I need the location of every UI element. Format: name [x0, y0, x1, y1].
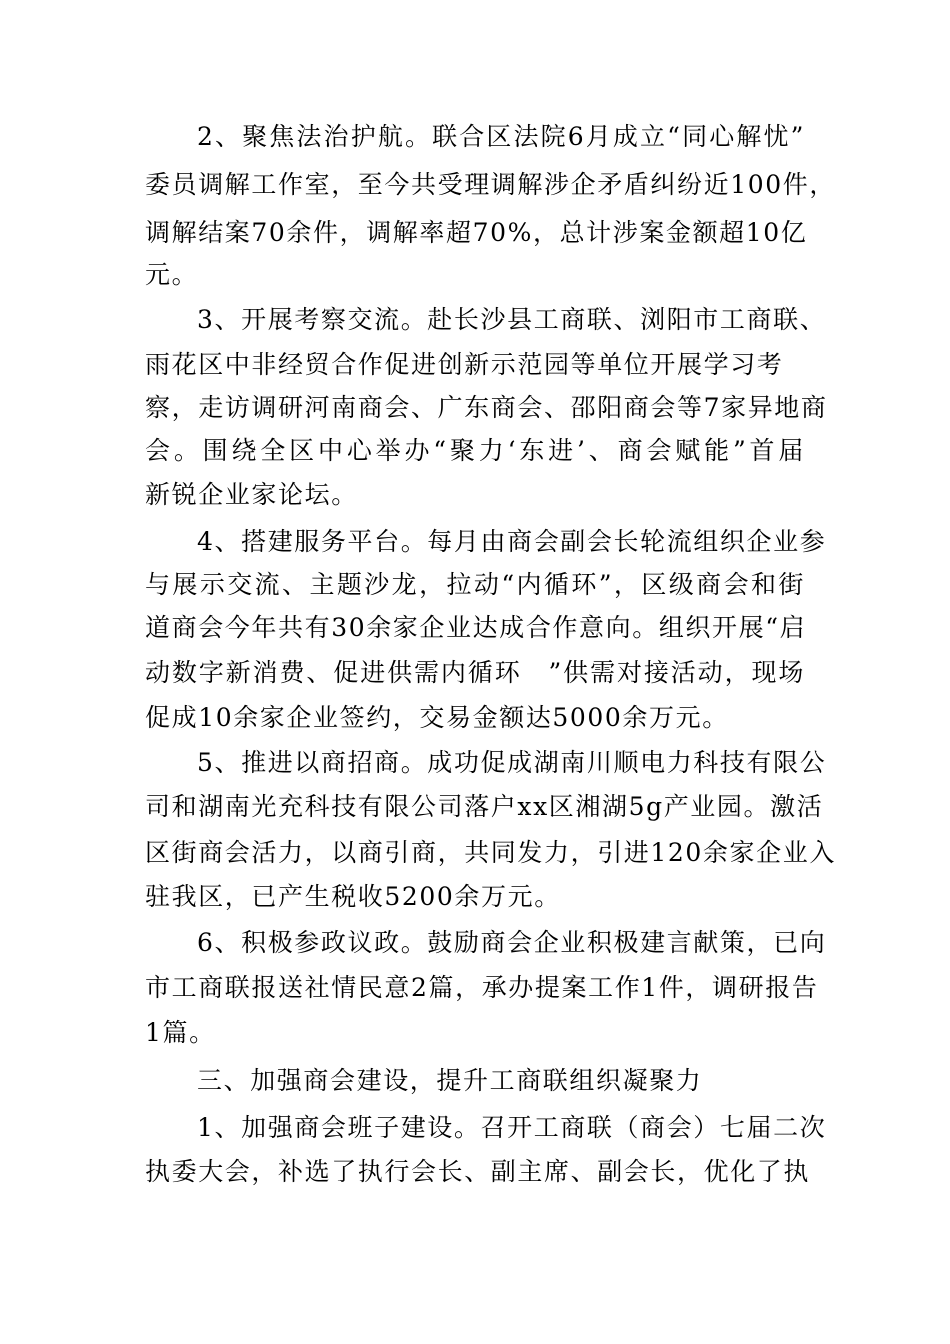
paragraph-first-line: 1、加强商会班子建设。召开工商联（商会）七届二次 — [197, 1113, 827, 1142]
paragraph-line: 市工商联报送社情民意2篇，承办提案工作1件，调研报告 — [145, 973, 819, 1002]
paragraph-line: 促成10余家企业签约，交易金额达5000余万元。 — [145, 703, 729, 732]
paragraph-line: 委员调解工作室，至今共受理调解涉企矛盾纠纷近100件， — [145, 170, 836, 199]
paragraph-first-line: 三、加强商会建设，提升工商联组织凝聚力 — [197, 1066, 703, 1095]
paragraph-line: 元。 — [145, 260, 199, 289]
paragraph-line: 动数字新消费、促进供需内循环 ”供需对接活动，现场 — [145, 658, 805, 687]
paragraph-line: 执委大会，补选了执行会长、副主席、副会长，优化了执 — [145, 1157, 811, 1186]
paragraph-line: 调解结案70余件，调解率超70%，总计涉案金额超10亿 — [145, 218, 808, 247]
paragraph-first-line: 6、积极参政议政。鼓励商会企业积极建言献策，已向 — [197, 928, 827, 957]
paragraph-first-line: 5、推进以商招商。成功促成湖南川顺电力科技有限公 — [197, 748, 827, 777]
paragraph-line: 新锐企业家论坛。 — [145, 480, 358, 509]
paragraph-line: 会。围绕全区中心举办“聚力‘东进’、商会赋能”首届 — [145, 436, 805, 465]
paragraph-line: 雨花区中非经贸合作促进创新示范园等单位开展学习考 — [145, 350, 784, 379]
paragraph-first-line: 4、搭建服务平台。每月由商会副会长轮流组织企业参 — [197, 527, 827, 556]
paragraph-line: 驻我区，已产生税收5200余万元。 — [145, 882, 561, 911]
paragraph-line: 察，走访调研河南商会、广东商会、邵阳商会等7家异地商 — [145, 393, 828, 422]
paragraph-line: 司和湖南光充科技有限公司落户xx区湘湖5g产业园。激活 — [145, 792, 824, 821]
paragraph-line: 区街商会活力，以商引商，共同发力，引进120余家企业入 — [145, 838, 836, 867]
paragraph-line: 与展示交流、主题沙龙，拉动“内循环”，区级商会和街 — [145, 570, 805, 599]
paragraph-first-line: 2、聚焦法治护航。联合区法院6月成立“同心解忧” — [197, 122, 805, 151]
paragraph-first-line: 3、开展考察交流。赴长沙县工商联、浏阳市工商联、 — [197, 305, 827, 334]
paragraph-line: 1篇。 — [145, 1018, 216, 1047]
paragraph-line: 道商会今年共有30余家企业达成合作意向。组织开展“启 — [145, 613, 807, 642]
